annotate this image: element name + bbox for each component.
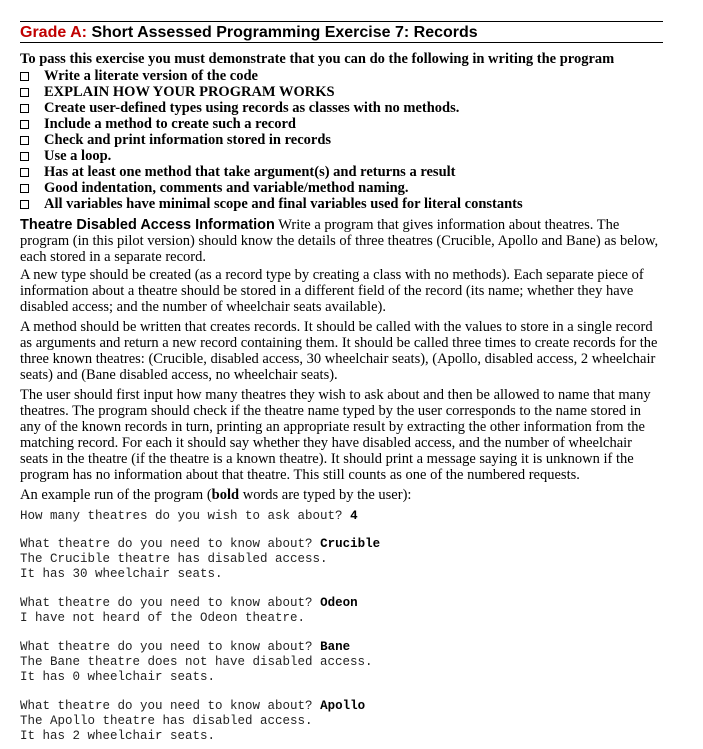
checklist-item: Check and print information stored in records (20, 132, 523, 148)
paragraph-example-intro: An example run of the program (bold words are typed by the user): (20, 487, 412, 503)
paragraph-record-type: A new type should be created (as a record type by creating a class with no methods). Each separate piece of information about a theatre should be stored in a different field of the record (its name; whether they have disabled access; and the number of wheelchair seats available). (20, 267, 644, 315)
paragraph-method: A method should be written that creates records. It should be called with the values to store in a single record as arguments and return a new record containing them. It should be called three times to create records for the three known theatres: (Crucible, disabled access, 30 wheelchair seats), (Apollo, disabled access, 2 wheelchair seats) and (Bane disabled access, no wheelchair seats). (20, 319, 658, 383)
user-input: Crucible (320, 537, 381, 551)
user-input: 4 (350, 509, 358, 523)
checkbox-icon (20, 72, 29, 81)
program-output: It has 2 wheelchair seats. (20, 729, 216, 743)
bold-word: bold (211, 487, 240, 503)
checkbox-icon (20, 168, 29, 177)
user-input: Odeon (320, 596, 358, 610)
title-bottom-rule (20, 42, 663, 43)
user-input: Bane (320, 640, 351, 654)
example-block-odeon: What theatre do you need to know about? Odeon I have not heard of the Odeon theatre. (20, 596, 358, 625)
checklist-item: Include a method to create such a record (20, 116, 523, 132)
page-title (20, 23, 478, 42)
intro-text: To pass this exercise you must demonstrate that you can do the following in writing the program (20, 51, 615, 67)
user-input: Apollo (320, 699, 366, 713)
checkbox-icon (20, 184, 29, 193)
checkbox-icon (20, 136, 29, 145)
program-output: It has 0 wheelchair seats. (20, 670, 216, 684)
section-heading: Theatre Disabled Access Information (20, 217, 275, 233)
title-top-rule (20, 21, 663, 22)
requirements-checklist (20, 68, 523, 212)
program-output: It has 30 wheelchair seats. (20, 567, 223, 581)
example-block-crucible: What theatre do you need to know about? Crucible The Crucible theatre has disabled access. It has 30 wheelchair seats. (20, 537, 381, 581)
example-block-apollo: What theatre do you need to know about? Apollo The Apollo theatre has disabled access. It has 2 wheelchair seats. (20, 699, 366, 743)
paragraph-user-input: The user should first input how many theatres they wish to ask about and then be allowed to name that many theatres. The program should check if the theatre name typed by the user corresponds to the name stored in any of the known records in turn, printing an appropriate result by extracting the other information from the matching record. For each it should say whether they have disabled access, and the number of wheelchair seats in the theatre (if the theatre is a known theatre). It should print a message saying it is unknown if the program has no information about that theatre. This still counts as one of the numbered requests. (20, 387, 651, 483)
checkbox-icon (20, 88, 29, 97)
checkbox-icon (20, 152, 29, 161)
example-question-count: How many theatres do you wish to ask about? 4 (20, 509, 358, 523)
checklist-item: All variables have minimal scope and final variables used for literal constants (20, 196, 523, 212)
checkbox-icon (20, 120, 29, 129)
program-output: I have not heard of the Odeon theatre. (20, 611, 306, 625)
checkbox-icon (20, 104, 29, 113)
paragraph-overview (20, 217, 663, 265)
program-output: The Apollo theatre has disabled access. (20, 714, 313, 728)
example-block-bane: What theatre do you need to know about? Bane The Bane theatre does not have disabled access. It has 0 wheelchair seats. (20, 640, 373, 684)
checklist-item: Has at least one method that take argument(s) and returns a result (20, 164, 523, 180)
checklist-item: Write a literate version of the code (20, 68, 523, 84)
checklist-item: Good indentation, comments and variable/method naming. (20, 180, 523, 196)
grade-label: Grade A: (20, 24, 87, 41)
checklist-item: EXPLAIN HOW YOUR PROGRAM WORKS (20, 84, 523, 100)
checklist-item: Use a loop. (20, 148, 523, 164)
exercise-title: Short Assessed Programming Exercise 7: Records (91, 24, 478, 41)
checklist-item: Create user-defined types using records as classes with no methods. (20, 100, 523, 116)
program-output: The Crucible theatre has disabled access. (20, 552, 328, 566)
overview-text: Write a program that gives information about theatres. The program (in this pilot version) should know the details of three theatres (Crucible, Apollo and Bane) as below, each stored in a separate record. (20, 217, 659, 265)
checkbox-icon (20, 200, 29, 209)
program-output: The Bane theatre does not have disabled access. (20, 655, 373, 669)
